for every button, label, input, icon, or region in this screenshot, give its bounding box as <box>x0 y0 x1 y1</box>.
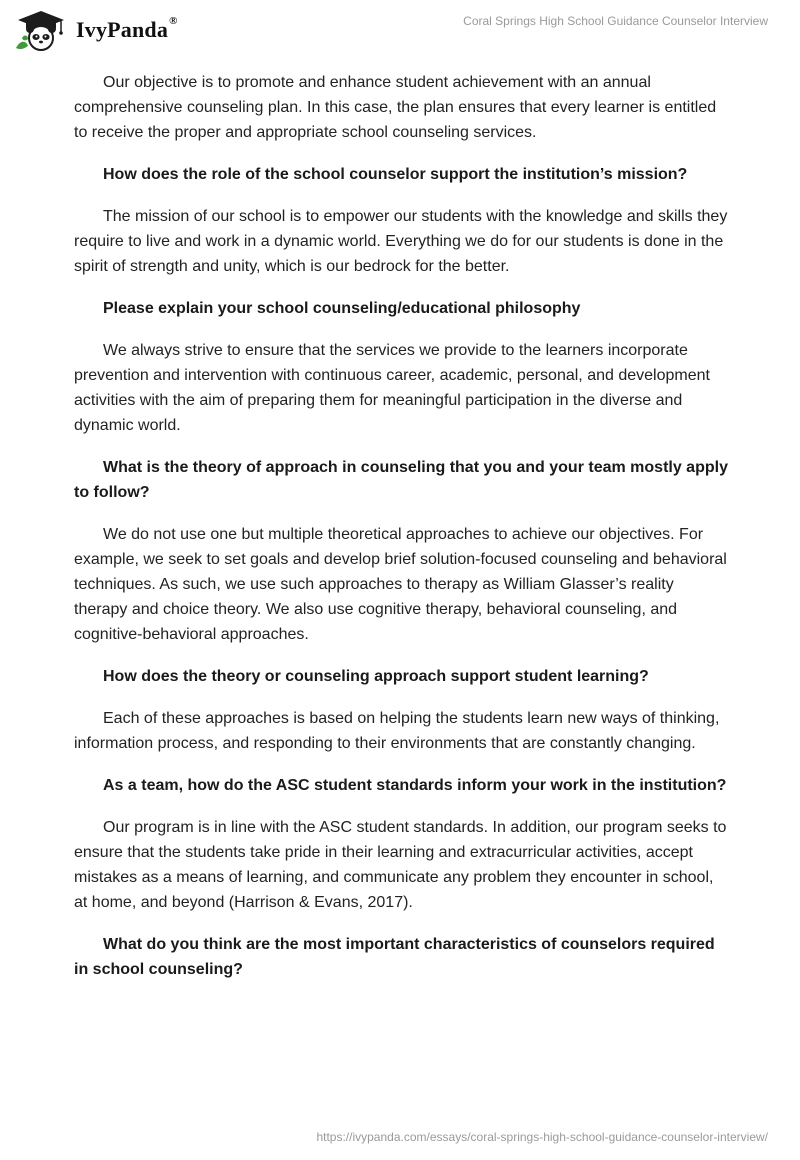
answer-paragraph: Each of these approaches is based on helping the students learn new ways of thinking, information process, and responding to their environments that are constantly changing. <box>74 710 720 752</box>
panda-graduate-icon <box>12 8 70 52</box>
brand-name: IvyPanda® <box>76 15 178 42</box>
interview-question: Please explain your school counseling/educational philosophy <box>103 300 581 317</box>
ivypanda-logo[interactable] <box>12 8 178 52</box>
source-url[interactable]: https://ivypanda.com/essays/coral-springs-high-school-guidance-counselor-interview/ <box>316 1130 768 1144</box>
answer-paragraph: We do not use one but multiple theoretical approaches to achieve our objectives. For example, we seek to set goals and develop brief solution-focused counseling and behavioral techniques. As such, we use such approaches to therapy as William Glasser’s reality therapy and choice theory. We also use cognitive therapy, behavioral counseling, and cognitive-behavioral approaches. <box>74 526 727 643</box>
answer-paragraph: The mission of our school is to empower our students with the knowledge and skills they require to live and work in a dynamic world. Everything we do for our students is done in the spirit of strength and unity, which is our bedrock for the better. <box>74 208 728 275</box>
interview-question: As a team, how do the ASC student standards inform your work in the institution? <box>103 777 727 794</box>
essay-body <box>74 70 728 999</box>
interview-question: What is the theory of approach in counseling that you and your team mostly apply to follow? <box>74 459 728 501</box>
registered-mark: ® <box>169 15 178 27</box>
answer-paragraph: We always strive to ensure that the services we provide to the learners incorporate prevention and intervention with continuous career, academic, personal, and development activities with the aim of preparing them for meaningful participation in the diverse and dynamic world. <box>74 342 710 434</box>
page-header <box>0 0 800 70</box>
interview-question: How does the theory or counseling approach support student learning? <box>103 668 649 685</box>
answer-paragraph: Our program is in line with the ASC student standards. In addition, our program seeks to ensure that the students take pride in their learning and extracurricular activities, accept mistakes as a means of learning, and communicate any problem they encounter in school, at home, and beyond (Harrison & Evans, 2017). <box>74 819 727 911</box>
answer-paragraph: Our objective is to promote and enhance student achievement with an annual comprehensive counseling plan. In this case, the plan ensures that every learner is entitled to receive the proper and appropriate school counseling services. <box>74 74 717 141</box>
document-title: Coral Springs High School Guidance Counselor Interview <box>463 14 768 28</box>
interview-question: How does the role of the school counselor support the institution’s mission? <box>103 166 688 183</box>
interview-question: What do you think are the most important characteristics of counselors required in school counseling? <box>74 936 715 978</box>
